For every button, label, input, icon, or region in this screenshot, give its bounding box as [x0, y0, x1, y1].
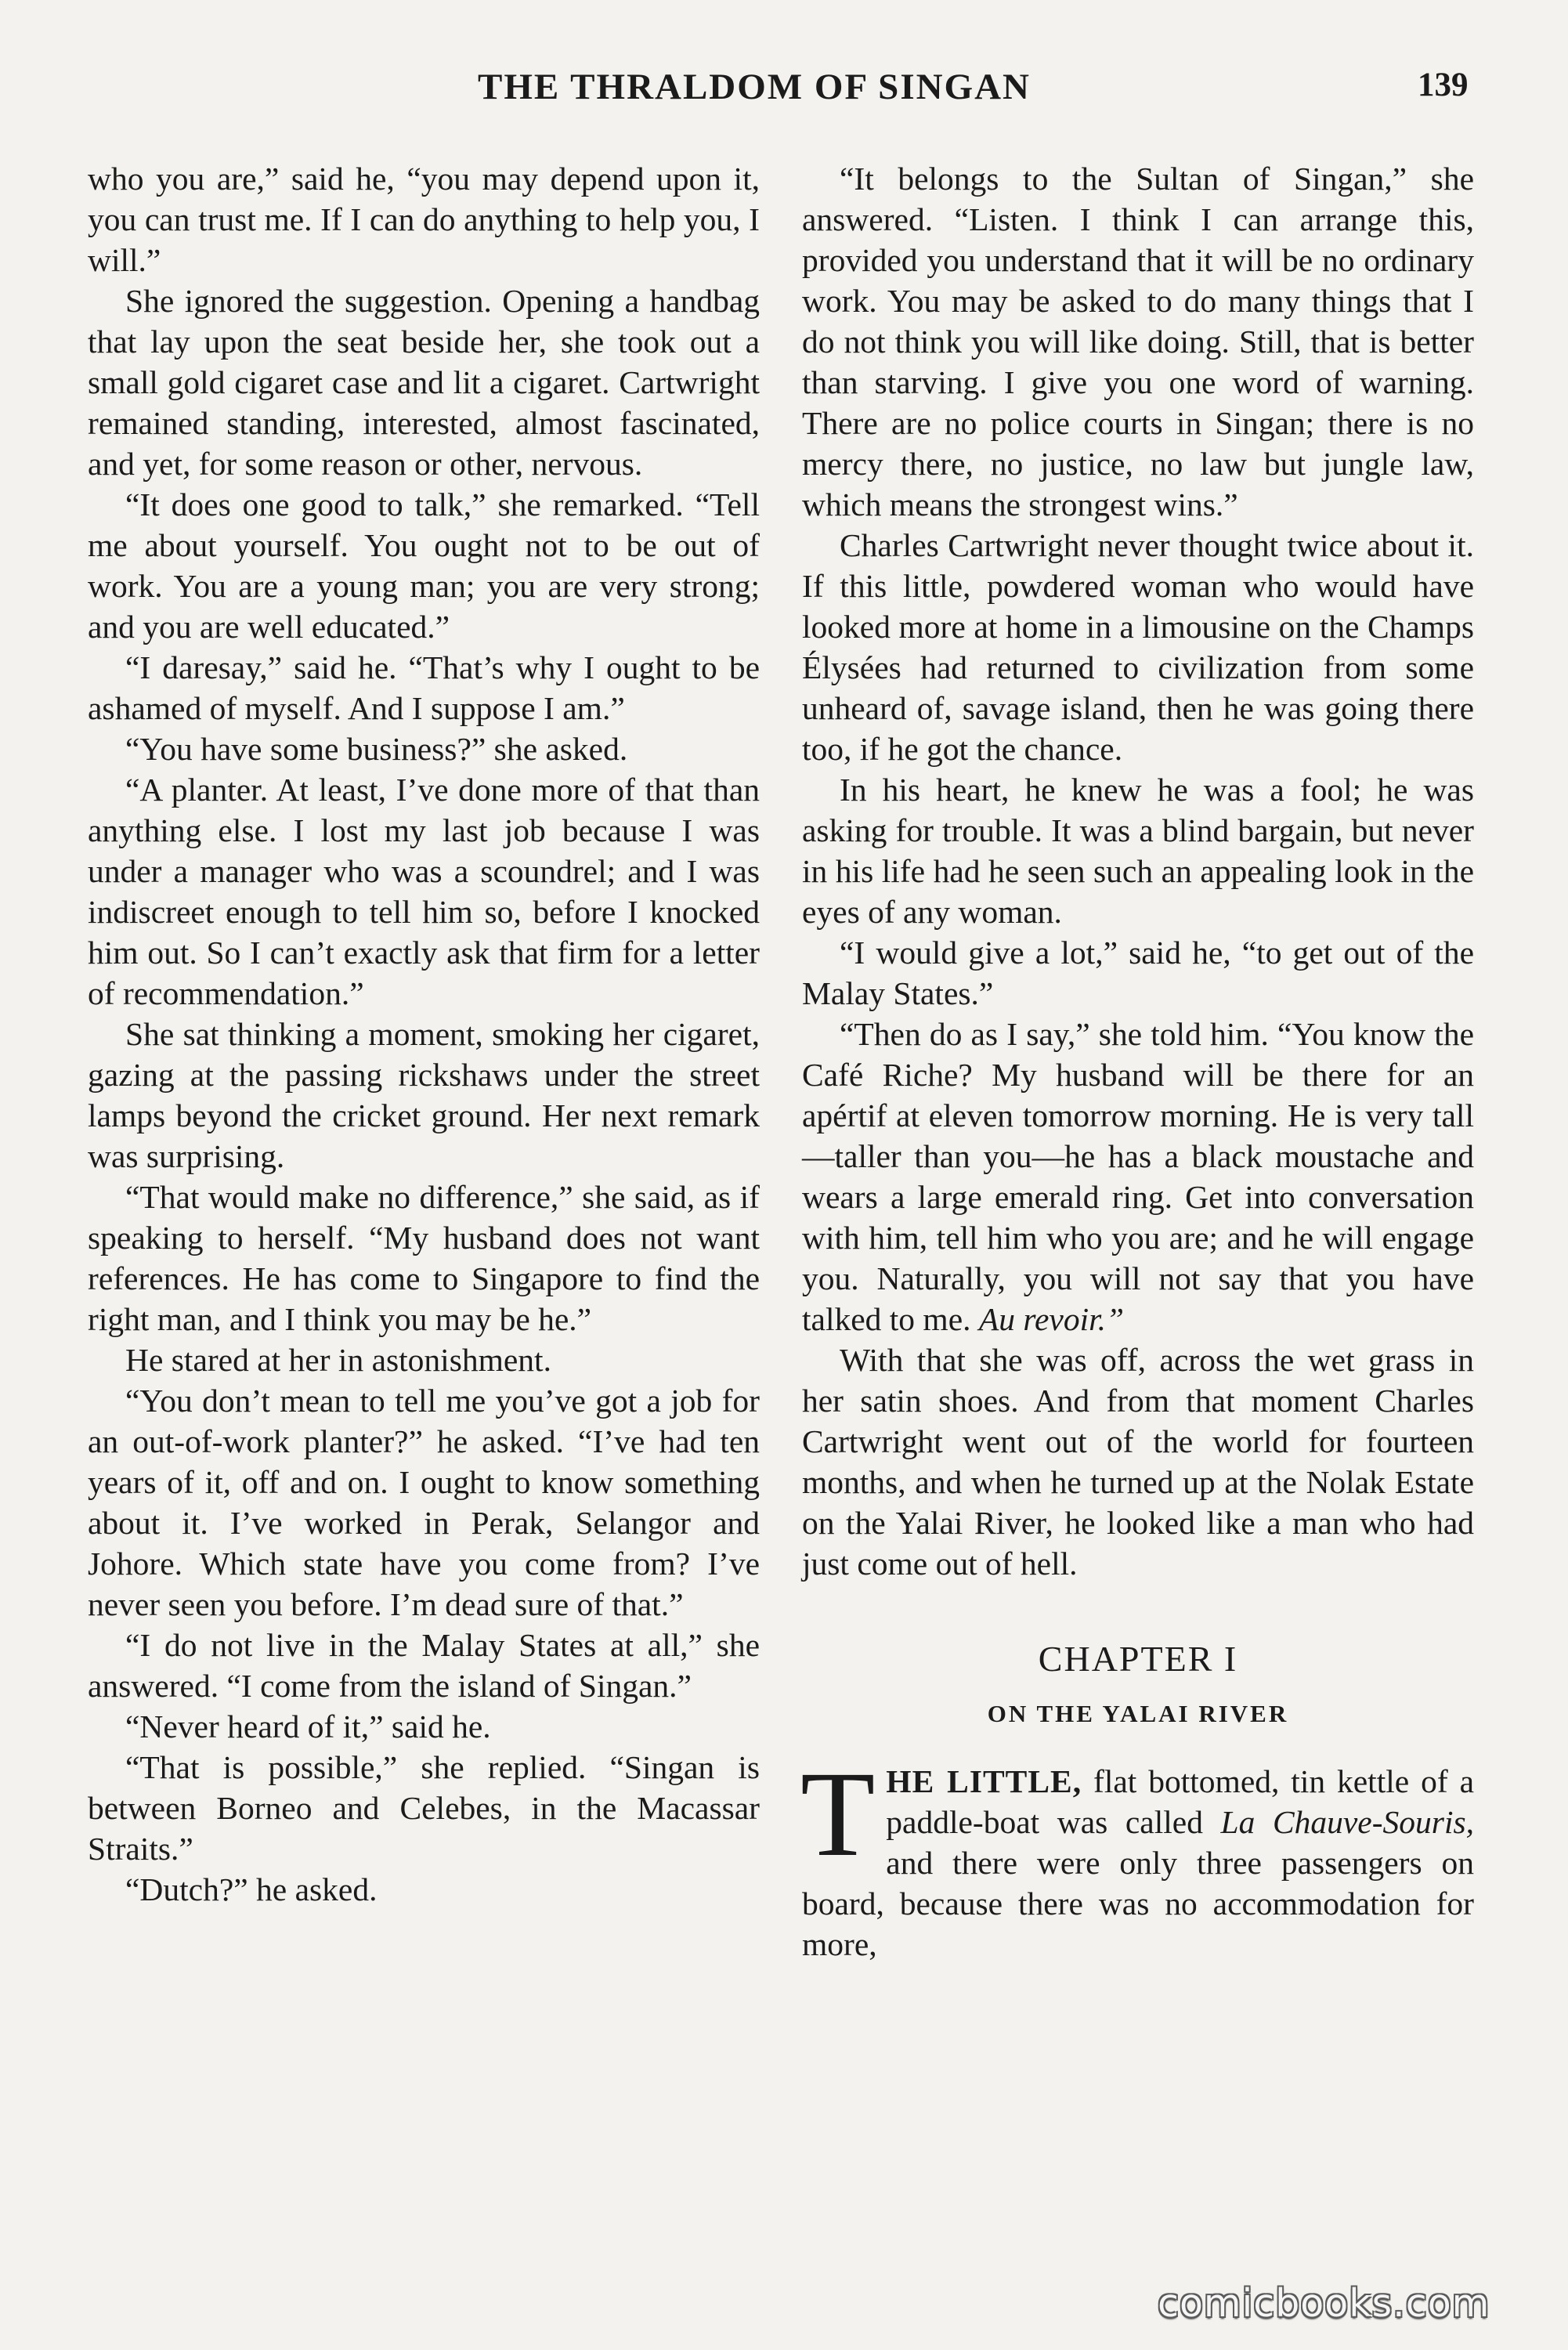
running-title: THE THRALDOM OF SINGAN [478, 67, 1031, 107]
paragraph: “Dutch?” he asked. [125, 1871, 378, 1907]
paragraph: “I daresay,” said he. “That’s why I ought to be ashamed of myself. And I suppose I am.” [88, 649, 760, 726]
left-column [88, 158, 760, 1910]
paragraph: She ignored the suggestion. Opening a handbag that lay upon the seat beside her, she took out a small gold cigaret case and lit a cigaret. Cartwright remained standing, interested, almost fascinated, and yet, for some reason or other, nervous. [88, 283, 760, 482]
paragraph: In his heart, he knew he was a fool; he was asking for trouble. It was a blind bargain, but never in his life had he seen such an appealing look in the eyes of any woman. [802, 772, 1474, 930]
paragraph: “That would make no difference,” she said, as if speaking to herself. “My husband does not want references. He has come to Singapore to find the right man, and I think you may be he.” [88, 1179, 760, 1337]
paragraph: “I would give a lot,” said he, “to get out of the Malay States.” [802, 935, 1474, 1011]
drop-cap: T [800, 1746, 876, 1882]
paragraph: “I do not live in the Malay States at all,” she answered. “I come from the island of Singan.” [88, 1627, 760, 1704]
watermark-logo: comicbooks.com [1158, 2281, 1490, 2326]
paragraph: who you are,” said he, “you may depend upon it, you can trust me. If I can do anything to help you, I will.” [88, 161, 760, 278]
right-column [802, 158, 1474, 1965]
au-revoir-text: Au revoir.” [978, 1301, 1125, 1337]
paragraph: “It belongs to the Sultan of Singan,” she answered. “Listen. I think I can arrange this, provided you understand that it will be no ordinary work. You may be asked to do many things that I do not think you will like doing. Still, that is better than starving. I give you one word of warning. There are no police courts in Singan; there is no mercy there, no justice, no law but jungle law, which means the strongest wins.” [802, 161, 1474, 522]
paragraph: “Never heard of it,” said he. [125, 1708, 491, 1744]
chapter-subtitle: ON THE YALAI RIVER [987, 1700, 1289, 1727]
paragraph: “You don’t mean to tell me you’ve got a job for an out-of-work planter?” he asked. “I’ve had ten years of it, off and on. I ought to know something about it. I’ve worked in Perak, Selangor and Johore. Which state have you come from? I’ve never seen you before. I’m dead sure of that.” [88, 1383, 760, 1622]
paragraph: With that she was off, across the wet grass in her satin shoes. And from that moment Charles Cartwright went out of the world for fourteen months, and when he turned up at the Nolak Estate on the Yalai River, he looked like a man who had just come out of hell. [802, 1342, 1474, 1582]
opening-text: flat bottomed, tin kettle of a paddle-boat was called [886, 1763, 1475, 1840]
opening-small-caps: HE LITTLE, [886, 1763, 1082, 1799]
paragraph: “It does one good to talk,” she remarked. “Tell me about yourself. You ought not to be out of work. You are a young man; you are very strong; and you are well educated.” [88, 486, 760, 645]
page-number: 139 [1418, 67, 1469, 103]
paragraph: He stared at her in astonishment. [125, 1342, 551, 1378]
paragraph: Charles Cartwright never thought twice about it. If this little, powdered woman who would have looked more at home in a limousine on the Champs Élysées had returned to civilization from some unheard of, savage island, then he was going there too, if he got the chance. [802, 527, 1474, 767]
paragraph: “That is possible,” she replied. “Singan is between Borneo and Celebes, in the Macassar Straits.” [88, 1749, 760, 1867]
paragraph: She sat thinking a moment, smoking her cigaret, gazing at the passing rickshaws under the street lamps beyond the cricket ground. Her next remark was surprising. [88, 1016, 760, 1174]
opening-text-continued: and there were only three passengers on board, because there was no accommodation for more, [802, 1845, 1474, 1962]
page-header [0, 66, 1568, 121]
paragraph [802, 1014, 1474, 1340]
boat-name: La Chauve-Souris, [1220, 1804, 1475, 1840]
chapter-title: CHAPTER I [1038, 1639, 1238, 1679]
paragraph: “A planter. At least, I’ve done more of that than anything else. I lost my last job because I was under a manager who was a scoundrel; and I was indiscreet enough to tell him so, before I knocked him out. So I can’t exactly ask that firm for a letter of recommendation.” [88, 772, 760, 1011]
chapter-opening-paragraph [800, 1746, 1475, 1965]
paragraph-text: “Then do as I say,” she told him. “You know the Café Riche? My husband will be there for an apértif at eleven tomorrow morning. He is very tall—taller than you—he has a black moustache and wears a large emerald ring. Get into conversation with him, tell him who you are; and he will engage you. Naturally, you will not say that you have talked to me. [802, 1016, 1474, 1337]
paragraph: “You have some business?” she asked. [125, 731, 628, 767]
